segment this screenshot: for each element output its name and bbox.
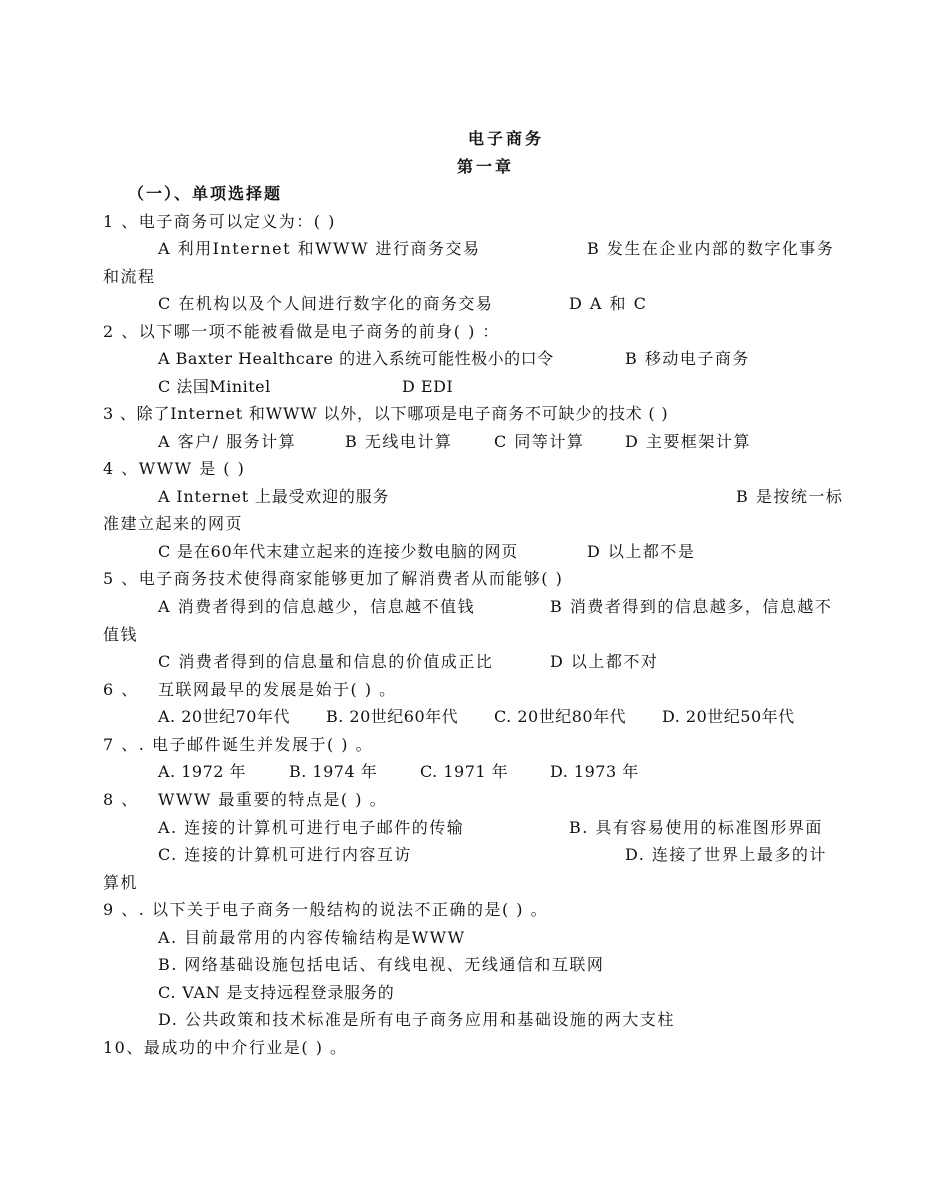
question-8-option-a: A. 连接的计算机可进行电子邮件的传输 xyxy=(158,818,465,837)
question-6-stem: 互联网最早的发展是始于( ) 。 xyxy=(158,680,397,699)
question-5-option-c: C 消费者得到的信息量和信息的价值成正比 xyxy=(158,652,494,671)
question-2-option-c: C 法国Minitel xyxy=(158,377,271,396)
question-5-stem: 5 、电子商务技术使得商家能够更加了解消费者从而能够( ) xyxy=(103,569,564,588)
question-8-number: 8 、 xyxy=(103,790,139,809)
question-4-option-d: D 以上都不是 xyxy=(587,542,696,561)
question-8-option-d-continued: 算机 xyxy=(103,873,139,892)
question-8-stem: WWW 最重要的特点是( ) 。 xyxy=(158,790,388,809)
question-7-option-a: A. 1972 年 xyxy=(158,762,247,781)
question-6-option-a: A. 20世纪70年代 xyxy=(158,707,290,726)
question-4-option-b: B 是按统一标 xyxy=(736,487,844,506)
question-4-option-a: A Internet 上最受欢迎的服务 xyxy=(158,487,390,506)
question-3-option-d: D 主要框架计算 xyxy=(625,432,751,451)
question-3-option-a: A 客户/ 服务计算 xyxy=(158,432,297,451)
question-7-stem: 7 、. 电子邮件诞生并发展于( ) 。 xyxy=(103,735,374,754)
document-title: 电子商务 xyxy=(468,129,545,148)
question-5-option-b: B 消费者得到的信息越多，信息越不 xyxy=(550,597,833,616)
question-1-stem: 1 、电子商务可以定义为：( ) xyxy=(103,212,336,231)
question-10-stem: 10、最成功的中介行业是( ) 。 xyxy=(103,1038,348,1057)
question-5-option-a: A 消费者得到的信息越少，信息越不值钱 xyxy=(158,597,476,616)
question-2-option-d: D EDI xyxy=(402,377,454,396)
question-1-option-b: B 发生在企业内部的数字化事务 xyxy=(587,239,835,258)
question-4-stem: 4 、WWW 是 ( ) xyxy=(103,459,246,478)
question-4-option-b-continued: 准建立起来的网页 xyxy=(103,514,244,533)
question-8-option-b: B. 具有容易使用的标准图形界面 xyxy=(569,818,823,837)
question-6-option-b: B. 20世纪60年代 xyxy=(326,707,459,726)
question-3-stem: 3 、除了Internet 和WWW 以外，以下哪项是电子商务不可缺少的技术 ( ) xyxy=(103,404,669,423)
question-9-option-d: D. 公共政策和技术标准是所有电子商务应用和基础设施的两大支柱 xyxy=(158,1010,675,1029)
question-5-option-d: D 以上都不对 xyxy=(550,652,659,671)
chapter-heading: 第一章 xyxy=(457,157,515,176)
question-7-option-b: B. 1974 年 xyxy=(289,762,378,781)
question-9-option-b: B. 网络基础设施包括电话、有线电视、无线通信和互联网 xyxy=(158,955,605,974)
question-9-stem: 9 、. 以下关于电子商务一般结构的说法不正确的是( ) 。 xyxy=(103,900,549,919)
question-3-option-c: C 同等计算 xyxy=(494,432,585,451)
question-6-option-d: D. 20世纪50年代 xyxy=(662,707,795,726)
question-2-option-b: B 移动电子商务 xyxy=(625,349,750,368)
section-heading: （一）、单项选择题 xyxy=(128,184,283,203)
question-2-option-a: A Baxter Healthcare 的进入系统可能性极小的口令 xyxy=(158,349,554,368)
question-1-option-b-continued: 和流程 xyxy=(103,267,156,286)
question-3-option-b: B 无线电计算 xyxy=(345,432,453,451)
question-8-option-c: C. 连接的计算机可进行内容互访 xyxy=(158,845,412,864)
question-9-option-c: C. VAN 是支持远程登录服务的 xyxy=(158,983,395,1002)
question-2-stem: 2 、以下哪一项不能被看做是电子商务的前身( ) ： xyxy=(103,322,500,341)
question-6-option-c: C. 20世纪80年代 xyxy=(494,707,627,726)
question-1-option-c: C 在机构以及个人间进行数字化的商务交易 xyxy=(158,294,494,313)
question-7-option-c: C. 1971 年 xyxy=(420,762,509,781)
question-4-option-c: C 是在60年代末建立起来的连接少数电脑的网页 xyxy=(158,542,519,561)
question-1-option-a: A 利用Internet 和WWW 进行商务交易 xyxy=(158,239,481,258)
question-7-option-d: D. 1973 年 xyxy=(550,762,639,781)
question-6-number: 6 、 xyxy=(103,680,139,699)
question-9-option-a: A. 目前最常用的内容传输结构是WWW xyxy=(158,928,466,947)
question-5-option-b-continued: 值钱 xyxy=(103,625,139,644)
question-1-option-d: D A 和 C xyxy=(569,294,648,313)
question-8-option-d: D. 连接了世界上最多的计 xyxy=(625,845,827,864)
